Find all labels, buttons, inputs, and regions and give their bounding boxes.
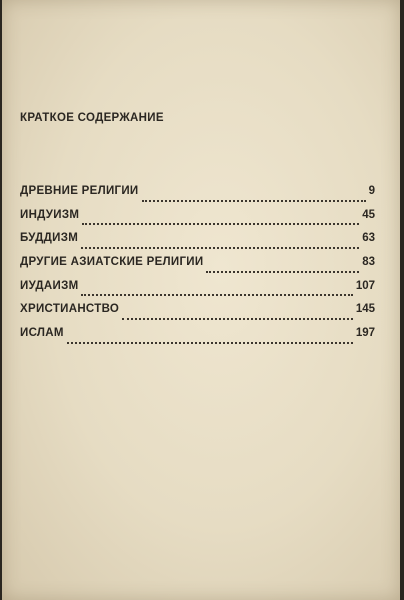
toc-entry-page: 45 xyxy=(362,208,375,221)
toc-entry-title: БУДДИЗМ xyxy=(20,232,79,245)
toc-entry-page: 145 xyxy=(355,303,375,316)
toc-entry-page: 107 xyxy=(355,279,375,292)
toc-entry-title: ДРЕВНИЕ РЕЛИГИИ xyxy=(20,185,139,197)
toc-entry-title: ИУДАИЗМ xyxy=(20,279,79,292)
dot-leader xyxy=(142,199,366,202)
table-of-contents xyxy=(20,185,375,351)
dot-leader xyxy=(122,317,353,320)
dot-leader xyxy=(206,270,359,273)
toc-entry xyxy=(20,280,375,304)
toc-entry xyxy=(20,209,375,233)
toc-entry xyxy=(20,256,375,280)
toc-entry-page: 63 xyxy=(362,232,375,245)
toc-entry xyxy=(20,327,375,351)
toc-entry xyxy=(20,232,375,256)
dot-leader xyxy=(82,222,359,225)
dot-leader xyxy=(81,293,352,296)
book-page xyxy=(2,0,400,600)
toc-entry-title: ИНДУИЗМ xyxy=(20,208,80,221)
toc-entry-title: ИСЛАМ xyxy=(20,327,64,340)
toc-entry-page: 83 xyxy=(362,256,375,269)
toc-entry-title: ДРУГИЕ АЗИАТСКИЕ РЕЛИГИИ xyxy=(20,256,204,269)
toc-entry xyxy=(20,185,375,209)
toc-entry-title: ХРИСТИАНСТВО xyxy=(20,303,120,316)
toc-entry-page: 197 xyxy=(355,327,375,340)
dot-leader xyxy=(67,341,353,344)
dot-leader xyxy=(81,246,359,249)
toc-entry-page: 9 xyxy=(368,185,375,197)
toc-heading: КРАТКОЕ СОДЕРЖАНИЕ xyxy=(20,112,164,124)
toc-entry xyxy=(20,303,375,327)
